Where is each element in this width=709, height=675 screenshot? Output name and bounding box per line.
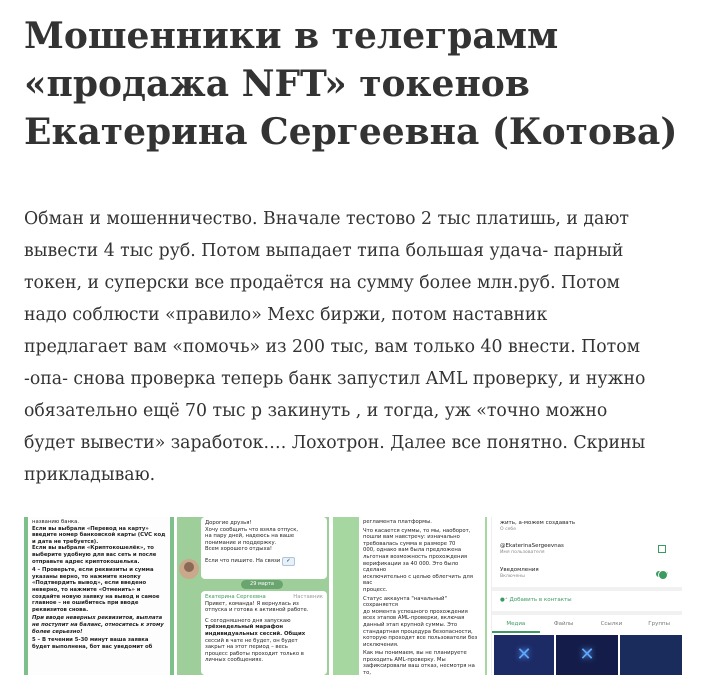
text: зафиксировали ваш отказ, несмотря на то, [363,663,475,675]
tab-media: Медиа [492,617,540,633]
text: Включены [500,574,525,579]
text: создайте новую заявку на вывод и самое [32,593,160,600]
text: отправьте адрес криптокошелька. [32,558,140,565]
article-line: надо соблюсти «правило» Мехс биржи, потом наставник [24,305,548,325]
text: отпуска и готова к активной работе. [205,607,309,614]
text: Привет, команда! Я вернулась из [205,600,299,607]
screenshot-profile[interactable] [491,517,682,675]
text: не поступит на баланс, относитесь к этому [32,621,164,628]
text: Имя пользователя [500,550,545,555]
media-thumbnail [556,635,618,675]
avatar [179,559,199,579]
text: Статус аккаунта "начальный" сохраняется [363,595,447,609]
article-line: -опа- снова проверка теперь банк запустил AML проверку, и нужно [24,369,646,389]
screenshot-withdraw-instructions[interactable] [24,517,174,675]
check-icon: ✓ [282,557,294,566]
article-body [24,203,694,491]
text: личных сообщениях. [205,657,264,664]
text: Если что пишите. На связи [205,557,281,564]
media-thumbnail [494,635,554,675]
article-line: предлагает вам «помочь» из 200 тыс, вам только 40 внести. Потом [24,337,641,357]
text: более серьезно! [32,628,83,635]
article-line: обязательно ещё 70 тыс р закинуть , и тогда, уж «точно можно [24,401,608,421]
screenshot-gallery [24,517,682,675]
text: реквизитов снова. [32,606,89,613]
title-line: Екатерина Сергеевна (Котова) [24,111,678,153]
message-bubble [28,517,170,675]
message-bubble [201,517,327,579]
text: всех этапов AML-проверки, включая [363,615,465,622]
author-name: Екатерина Сергеевна [205,594,266,600]
text: Дорогие друзья! [205,520,252,526]
text: введите номер банковской карты (CVC код [32,532,166,539]
text: 5 – В течении 5-30 минут ваша заявка [32,637,149,644]
text: процесс. [363,586,388,593]
divider [492,587,682,591]
tab-links: Ссылки [600,621,623,627]
text: трёхнедельный марафон [205,624,284,631]
text: на пару дней, надеюсь на ваше [205,533,295,540]
tab-files: Файлы [553,621,574,627]
text: понимание и поддержку. [205,539,277,546]
text: @EkaterinaSergeevnas [500,543,564,549]
text: льготная возможность прохождения [363,553,468,560]
title-line: Мошенники в телеграмм [24,15,559,57]
text: процесс работы проходит только в [205,650,304,657]
article-line: Обман и мошенничество. Вначале тестово 2 тыс платишь, и дают [24,209,629,229]
text: требовалась сумма в размере 70 [363,540,456,547]
text: индивидуальных сессий. Общих [205,630,306,637]
text: верификации за 40 000. Это было сделано [363,560,459,574]
text: исключительно с целью облегчить для вас [363,573,473,587]
text: Хочу сообщить что взяла отпуск, [205,526,299,533]
text: 4 – Проверьте, если реквизиты и сумма [32,567,154,574]
text: пошли вам навстречу: изначально [363,534,460,541]
article-line: будет вывести» заработок…. Лохотрон. Далее все понятно. Скрины [24,433,646,453]
profile-bio [500,520,575,532]
profile-username [500,543,564,555]
article-line: вывести 4 тыс руб. Потом выпадает типа большая удача- парный [24,241,624,261]
add-contact-button [500,597,572,603]
message-bubble [359,517,485,675]
text: О себе [500,527,517,532]
profile-tabs [492,617,682,633]
message-bubble [201,591,327,675]
qr-code-icon [658,545,666,553]
text: 000, однако вам была предложена [363,547,462,554]
text: неверно, то нажмите «Отменить» и [32,586,141,593]
title-line: «продажа NFT» токенов [24,63,530,105]
notifications-toggle [656,571,668,577]
text: жить, а-можем создавать [500,520,576,526]
text: Всем хорошего отдыха! [205,546,272,553]
text: стандартная процедура безопасности, [363,628,473,635]
date-badge: 29 марта [241,580,283,589]
text: исключения. [363,641,399,648]
x-logo-icon: ✕ [516,644,532,665]
text: Если вы выбрали «Криптокошелёк», то [32,545,154,552]
text: названию банка. [32,519,80,525]
text: будет выполнена, бот вас уведомит об [32,643,153,650]
profile-notifications [500,567,539,579]
text: Что касается суммы, то мы, наоборот, [363,527,471,534]
screenshot-aml-message[interactable] [333,517,487,675]
text: и дата не требуется). [32,538,99,545]
text: указаны верно, то нажмите кнопку [32,573,141,580]
text: С сегодняшнего дня запускаю [205,617,291,624]
x-logo-icon: ✕ [579,644,595,665]
text: проходить AML-проверку. Мы [363,656,446,663]
page-title [24,12,694,156]
text: главное – не ошибитесь при вводе [32,600,139,607]
text: регламента платформы. [363,519,432,525]
text: сессий в чате не будет, он будет [205,637,298,644]
text: Если вы выбрали «Перевод на карту» [32,525,149,532]
text: «Подтвердить вывод», если введено [32,580,147,587]
text: которую проходят все пользователи без [363,635,478,642]
text: данный этап крупной суммы. Это [363,621,458,628]
screenshot-mentor-chat[interactable] [177,517,329,675]
author-tag: Наставник [293,594,323,600]
article-line: токен, и суперски все продаётся на сумму более млн.руб. Потом [24,273,620,293]
text: Добавить в контакты [509,597,572,603]
divider [492,611,682,615]
text: Как мы понимаем, вы не планируете [363,650,467,657]
article-line: прикладываю. [24,465,156,485]
text: до момента успешного прохождения [363,608,468,615]
add-user-icon: ●⁺ [500,597,508,603]
text: Уведомления [500,567,539,573]
media-thumbnail [620,635,682,675]
text: выберите удобную для вас сеть и после [32,551,157,558]
tab-groups: Группы [648,621,670,627]
text: закрыт на этот период – весь [205,644,288,651]
text: При вводе неверных реквизитов, выплата [32,615,163,622]
